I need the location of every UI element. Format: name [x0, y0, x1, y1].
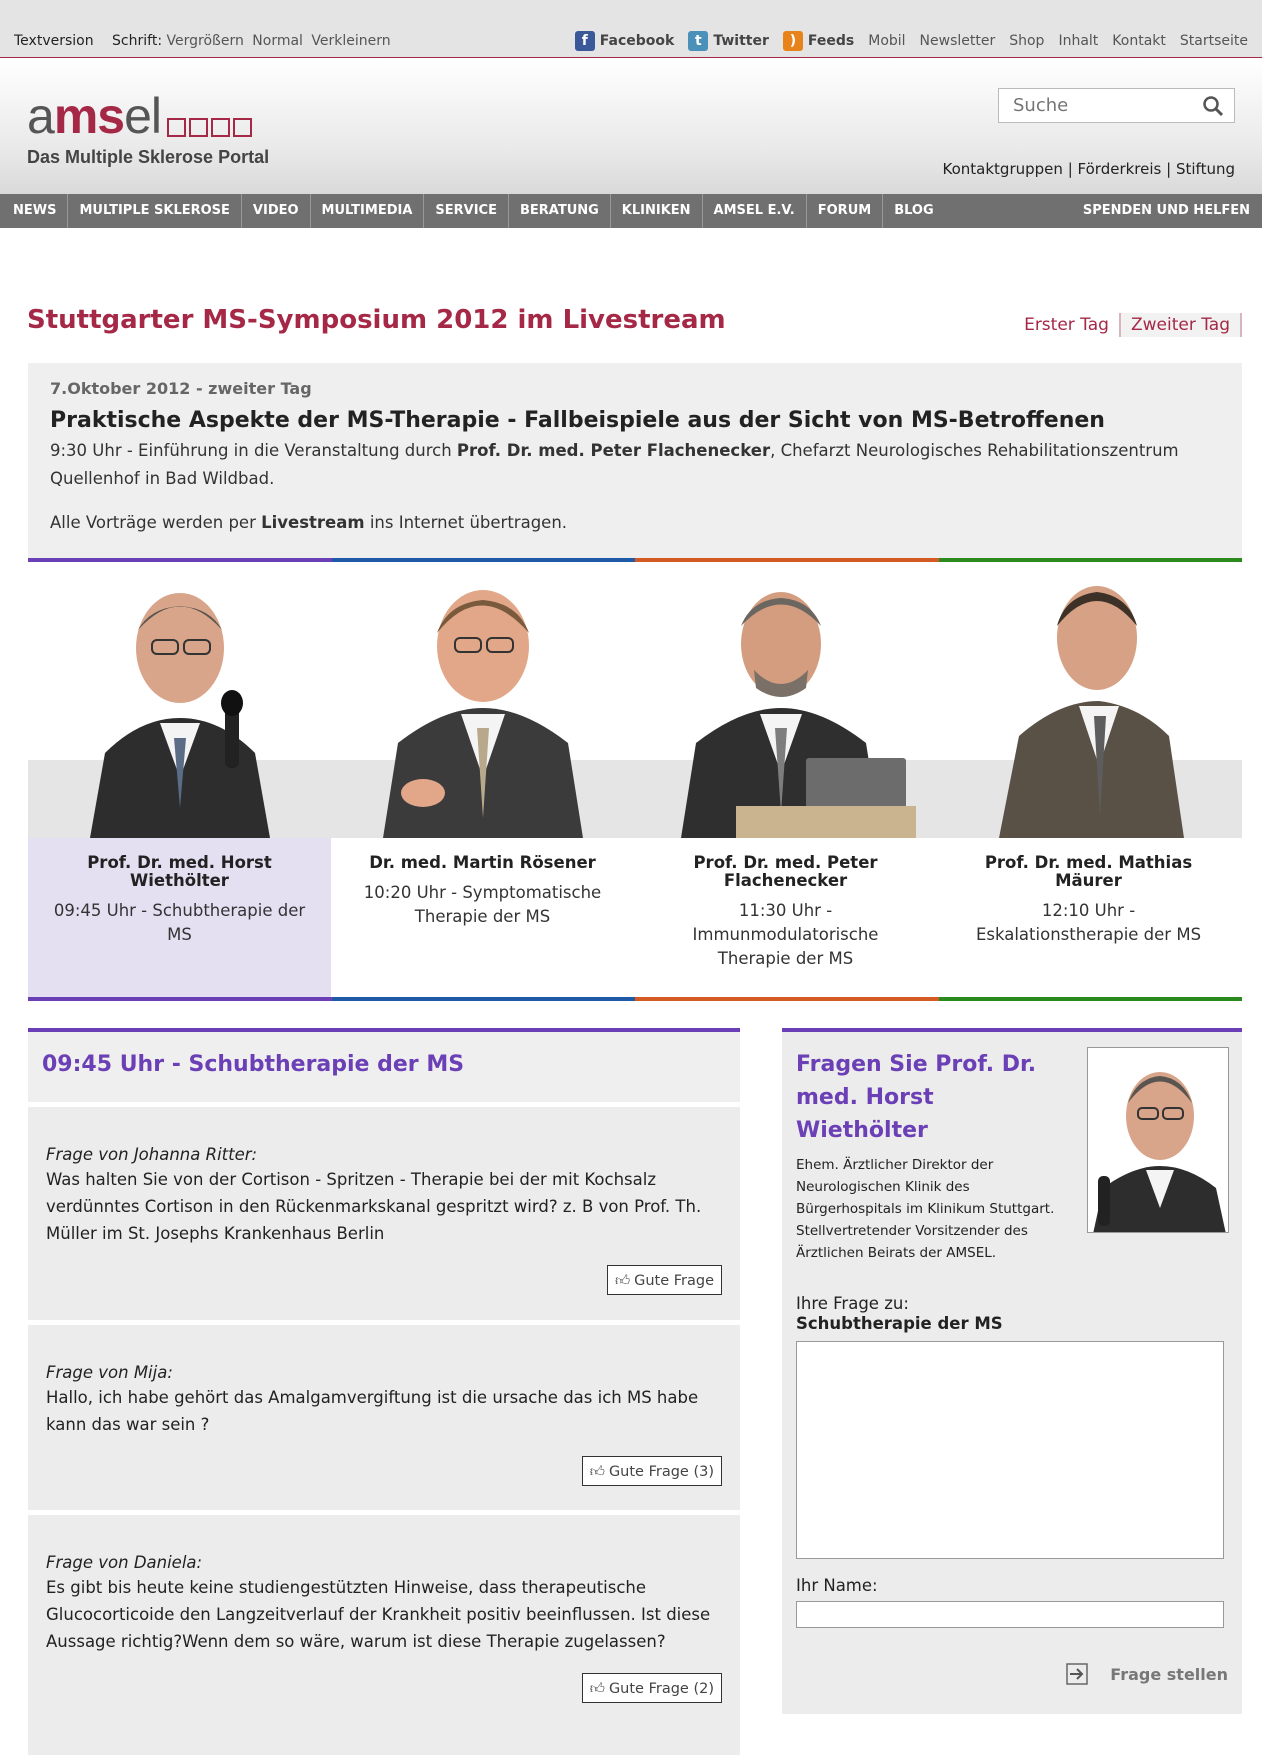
logo-subtitle: Das Multiple Sklerose Portal [27, 146, 270, 167]
speaker-bio: Ehem. Ärztlicher Direktor der Neurologischen Klinik des Bürgerhospitals im Klinikum Stuttgart. Stellvertretender Vorsitzender des Ärztlichen Beirats der AMSEL. [796, 1157, 1055, 1261]
question-text: Es gibt bis heute keine studiengestützten Hinweise, dass therapeutische Glucocorticoide den Langzeitverlauf der Krankheit positiv beeinflussen. Ist diese Aussage richtig?Wenn dem so wäre, warum ist diese Therapie zugelassen? [46, 1578, 711, 1651]
speaker-info [331, 838, 634, 998]
newsletter-link[interactable]: Newsletter [919, 33, 996, 49]
question-author: Frage von Johanna Ritter: [46, 1145, 258, 1164]
color-divider-top [28, 558, 1242, 562]
question-text: Was halten Sie von der Cortison - Spritzen - Therapie bei der mit Kochsalz verdünntes Cortison in den Rückenmarkskanal gespritzt wird? z. B von Prof. Th. Müller im St. Josephs Krankenhaus Berlin [46, 1170, 702, 1243]
speaker-info [937, 838, 1240, 998]
rss-icon: ) [783, 31, 803, 51]
font-smaller-link[interactable]: Verkleinern [311, 33, 391, 49]
nav-beratung[interactable]: BERATUNG [509, 194, 611, 228]
intro-box [28, 363, 1242, 560]
question-textarea[interactable] [796, 1341, 1224, 1559]
speaker-name: Dr. med. Martin Rösener [369, 853, 596, 872]
good-question-button[interactable]: 👍︎ Gute Frage (3) [582, 1456, 722, 1486]
speaker-photo [656, 578, 916, 838]
shop-link[interactable]: Shop [1009, 33, 1045, 49]
speaker-card-wiethoelter[interactable] [28, 564, 331, 998]
speaker-strip [28, 564, 1242, 998]
good-question-button[interactable]: 👍︎ Gute Frage [607, 1265, 722, 1295]
ask-question-panel [782, 1028, 1242, 1714]
facebook-link[interactable] [575, 31, 675, 51]
speaker-talk: 12:10 Uhr - Eskalationstherapie der MS [975, 901, 1202, 944]
speaker-card-flachenecker[interactable] [634, 564, 937, 998]
top-bar-left [14, 33, 395, 49]
font-larger-link[interactable]: Vergrößern [166, 33, 244, 49]
separator: | [1067, 160, 1073, 178]
question-author: Frage von Daniela: [46, 1553, 203, 1572]
speaker-card-roesener[interactable] [331, 564, 634, 998]
questions-column [28, 1028, 740, 1755]
amsel-logo[interactable] [27, 88, 270, 168]
speaker-talk: 10:20 Uhr - Symptomatische Therapie der MS [363, 883, 602, 926]
intro-paragraph-1: 9:30 Uhr - Einführung in die Veranstaltung durch Prof. Dr. med. Peter Flachenecker, Chefarzt Neurologisches Rehabilitationszentrum Quellenhof in Bad Wildbad. [50, 441, 1179, 488]
thumbs-up-icon: 👍︎ [589, 1681, 605, 1697]
logo-boxes [167, 97, 255, 143]
nav-service[interactable]: SERVICE [424, 194, 509, 228]
facebook-label: Facebook [599, 33, 675, 49]
good-question-button[interactable]: 👍︎ Gute Frage (2) [582, 1673, 722, 1703]
nav-donate[interactable]: SPENDEN UND HELFEN [1082, 203, 1250, 218]
speaker-portrait [1087, 1047, 1229, 1233]
button-row [46, 1673, 722, 1703]
speaker-card-maeurer[interactable] [937, 564, 1240, 998]
tab-erster-tag[interactable]: Erster Tag [1014, 313, 1121, 337]
top-bar-right [575, 31, 1248, 51]
main-nav [0, 194, 1262, 228]
twitter-icon: t [688, 31, 708, 51]
thumbs-up-icon: 👍︎ [589, 1464, 605, 1480]
nav-video[interactable]: VIDEO [242, 194, 311, 228]
site-header [0, 59, 1262, 194]
submit-question-button[interactable] [1066, 1663, 1228, 1685]
separator: | [1166, 160, 1172, 178]
speaker-name: Prof. Dr. med. Horst Wiethölter [87, 853, 272, 890]
mobil-link[interactable]: Mobil [868, 33, 906, 49]
questions-heading: 09:45 Uhr - Schubtherapie der MS [42, 1052, 465, 1077]
nav-news[interactable]: NEWS [0, 194, 68, 228]
speaker-info [634, 838, 937, 998]
page-title: Stuttgarter MS-Symposium 2012 im Livestream [27, 305, 726, 335]
facebook-icon: f [575, 31, 595, 51]
button-row [46, 1265, 722, 1295]
logo-wordmark: amsel [27, 93, 269, 143]
event-heading: Praktische Aspekte der MS-Therapie - Fallbeispiele aus der Sicht von MS-Betroffenen [50, 408, 1105, 433]
nav-forum[interactable]: FORUM [807, 194, 883, 228]
speaker-name: Prof. Dr. med. Peter Flachenecker [693, 853, 878, 890]
twitter-label: Twitter [713, 33, 769, 49]
nav-multiple-sklerose[interactable]: MULTIPLE SKLEROSE [68, 194, 241, 228]
header-links [943, 160, 1235, 178]
name-input[interactable] [796, 1601, 1224, 1628]
font-size-label: Schrift: [112, 33, 163, 49]
submit-arrow-icon [1066, 1663, 1088, 1685]
foerderkreis-link[interactable]: Förderkreis [1077, 160, 1162, 178]
feeds-label: Feeds [807, 33, 855, 49]
sidebar-heading: Fragen Sie Prof. Dr. med. Horst Wiethölter [796, 1052, 1037, 1143]
sidebar-topline [782, 1028, 1242, 1032]
speaker-talk: 11:30 Uhr - Immunmodulatorische Therapie der MS [692, 901, 879, 968]
search-box [998, 88, 1235, 123]
speaker-talk: 09:45 Uhr - Schubtherapie der MS [53, 901, 306, 944]
question-topic: Schubtherapie der MS [796, 1314, 1003, 1333]
inhalt-link[interactable]: Inhalt [1058, 33, 1099, 49]
question-author: Frage von Mija: [46, 1363, 173, 1382]
feeds-link[interactable] [783, 31, 854, 51]
question-item [28, 1325, 740, 1510]
speaker-name: Prof. Dr. med. Mathias Mäurer [984, 853, 1193, 890]
name-label: Ihr Name: [796, 1576, 878, 1595]
question-item [28, 1107, 740, 1320]
question-item [28, 1515, 740, 1755]
color-divider-bottom [28, 997, 1242, 1001]
search-input[interactable] [999, 89, 1189, 122]
event-date: 7.Oktober 2012 - zweiter Tag [50, 379, 312, 398]
nav-amsel-ev[interactable]: AMSEL E.V. [703, 194, 807, 228]
day-tabs [1014, 313, 1242, 337]
speaker-photo [969, 576, 1209, 838]
intro-paragraph-2: Alle Vorträge werden per Livestream ins Internet übertragen. [50, 513, 568, 532]
nav-blog[interactable]: BLOG [894, 203, 934, 218]
kontakt-link[interactable]: Kontakt [1112, 33, 1166, 49]
font-normal-link[interactable]: Normal [252, 33, 303, 49]
tab-zweiter-tag[interactable]: Zweiter Tag [1121, 313, 1242, 337]
thumbs-up-icon: 👍︎ [614, 1273, 631, 1289]
question-label: Ihre Frage zu: [796, 1294, 909, 1313]
startseite-link[interactable]: Startseite [1179, 33, 1248, 49]
speaker-info [28, 838, 331, 998]
question-text: Hallo, ich habe gehört das Amalgamvergiftung ist die ursache das ich MS habe kann das war sein ? [46, 1388, 699, 1434]
textversion-link[interactable]: Textversion [14, 33, 94, 49]
nav-kliniken[interactable]: KLINIKEN [611, 194, 703, 228]
twitter-link[interactable] [688, 31, 769, 51]
top-bar [0, 0, 1262, 58]
stiftung-link[interactable]: Stiftung [1175, 160, 1235, 178]
speaker-photo [60, 578, 300, 838]
kontaktgruppen-link[interactable]: Kontaktgruppen [942, 160, 1063, 178]
submit-label: Frage stellen [1110, 1664, 1228, 1684]
search-icon[interactable] [1202, 95, 1224, 117]
nav-multimedia[interactable]: MULTIMEDIA [311, 194, 425, 228]
button-row [46, 1456, 722, 1486]
speaker-photo [363, 578, 603, 838]
questions-header [28, 1032, 740, 1102]
